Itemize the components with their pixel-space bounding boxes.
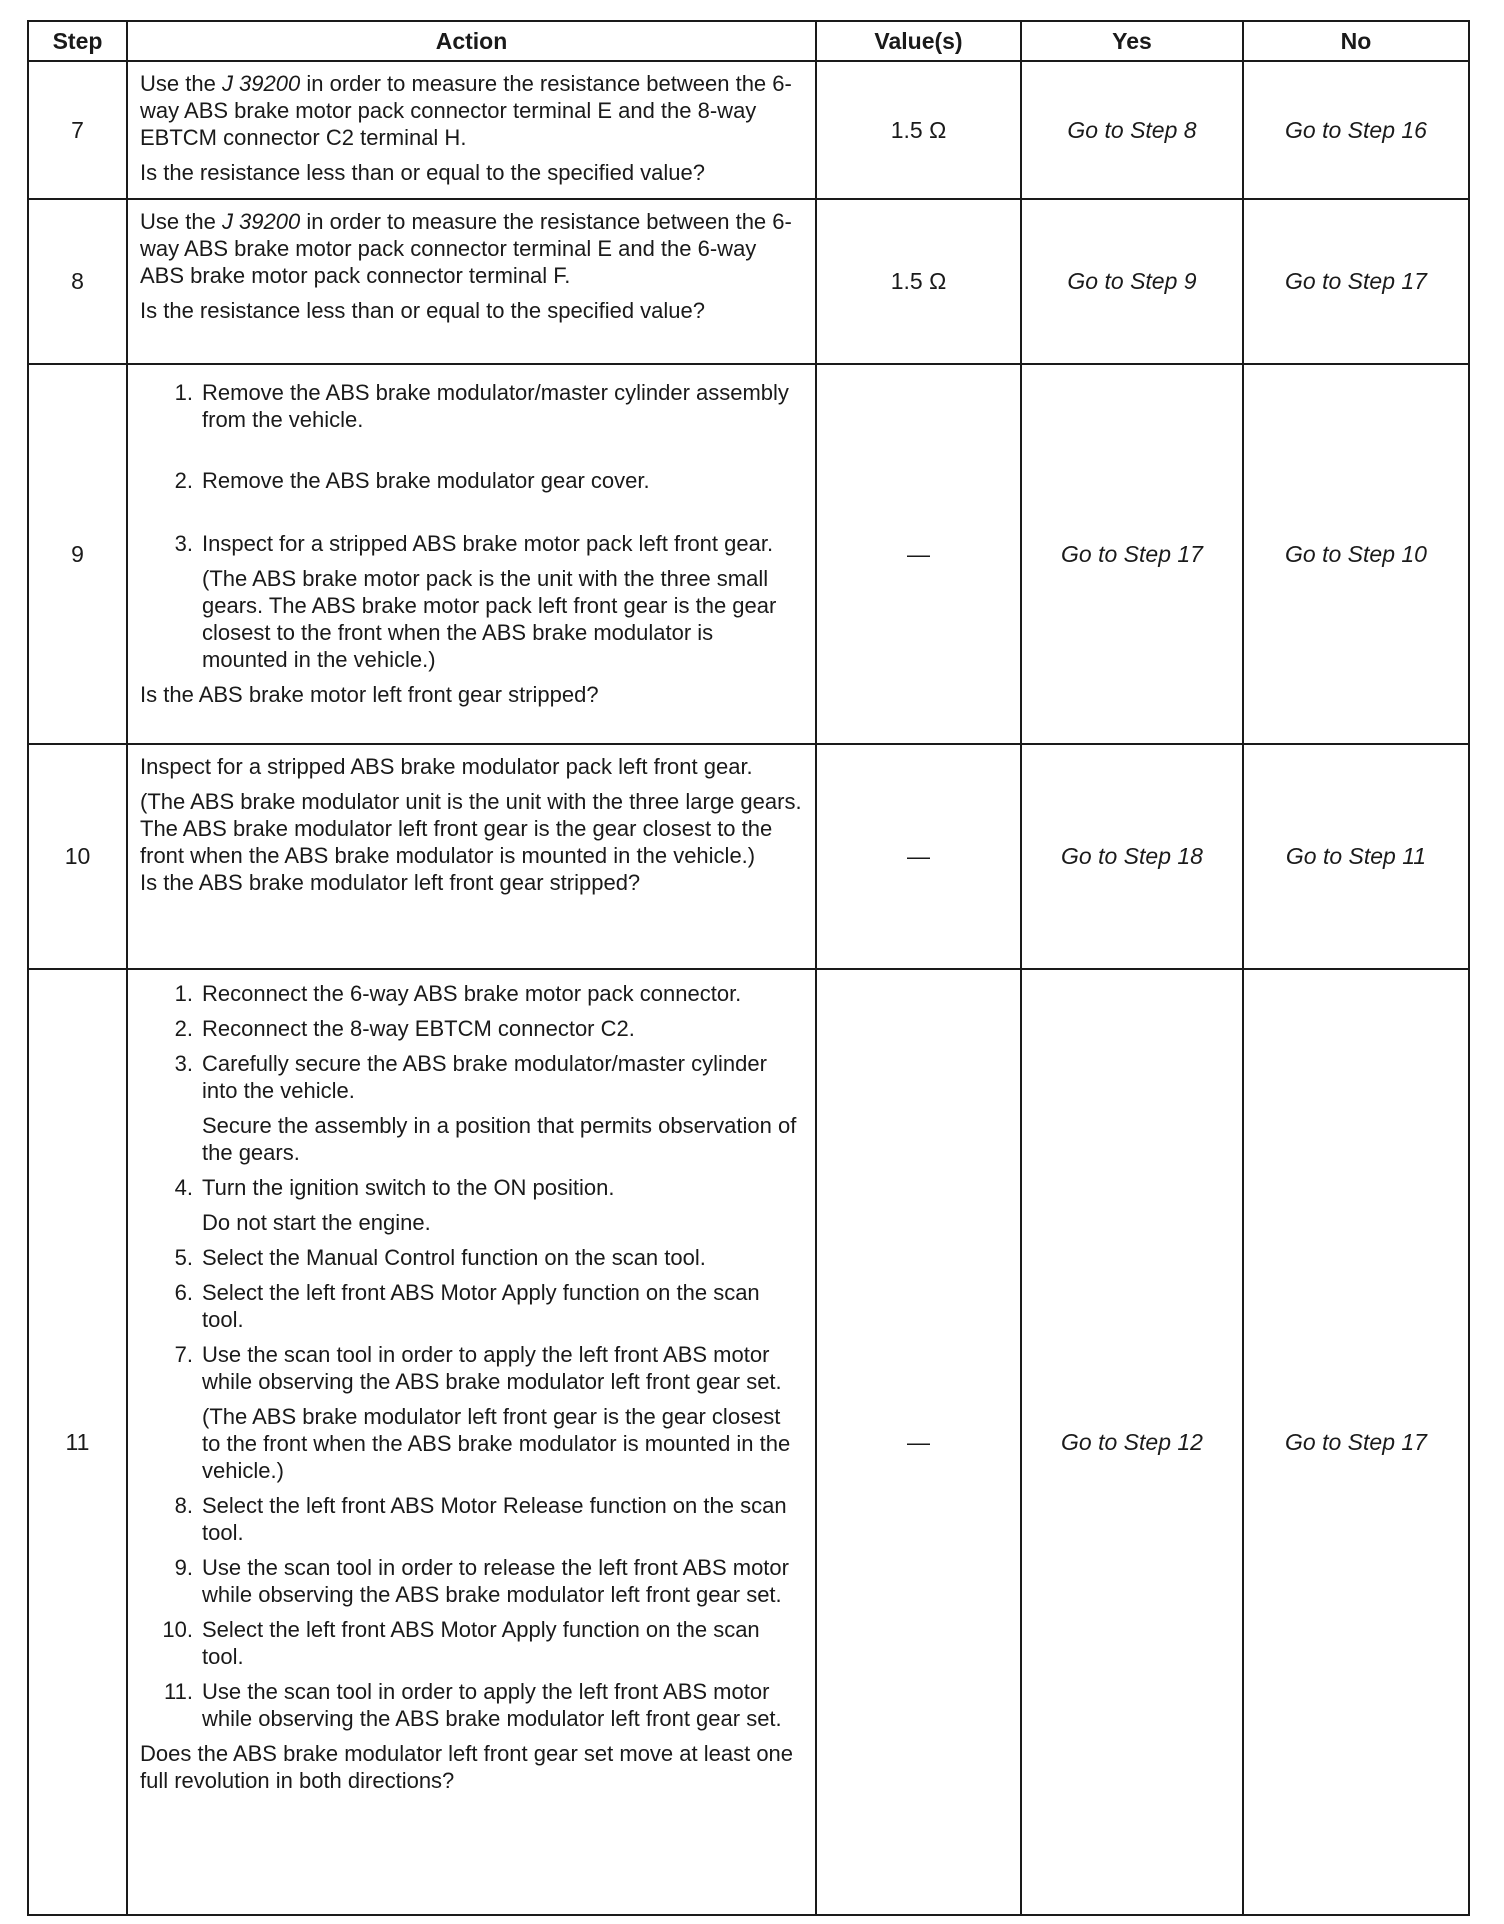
list-item — [140, 1050, 803, 1104]
item-number: 5. — [174, 1245, 193, 1270]
action-cell — [127, 744, 816, 969]
header-no: No — [1243, 21, 1469, 61]
item-number: 10. — [162, 1617, 193, 1642]
action-question: Does the ABS brake modulator left front gear set move at least one full revolution in both directions? — [140, 1741, 794, 1793]
list-item — [140, 467, 803, 494]
item-text: Select the left front ABS Motor Release function on the scan tool. — [202, 1493, 787, 1545]
action-note: (The ABS brake modulator unit is the unit with the three large gears. The ABS brake modulator left front gear is the gear closest to the front when the ABS brake modulator is mounted in the vehicle.) — [140, 789, 802, 868]
header-yes: Yes — [1021, 21, 1243, 61]
list-item — [140, 1015, 803, 1042]
action-steps — [140, 1244, 803, 1395]
action-note: (The ABS brake motor pack is the unit with the three small gears. The ABS brake motor pack left front gear is the gear closest to the front when the ABS brake modulator is mounted in the vehicle.) — [202, 566, 777, 672]
item-number: 9. — [174, 1555, 193, 1580]
list-item — [140, 1279, 803, 1333]
action-question: Is the resistance less than or equal to the specified value? — [140, 160, 706, 185]
item-text: Reconnect the 6-way ABS brake motor pack connector. — [202, 981, 742, 1006]
action-text — [140, 208, 803, 289]
no-cell: Go to Step 10 — [1243, 364, 1469, 744]
list-item — [140, 530, 803, 557]
tool-name: J 39200 — [221, 71, 301, 96]
value-cell: 1.5 Ω — [816, 61, 1021, 199]
item-text: Use the scan tool in order to apply the left front ABS motor while observing the ABS brake modulator left front gear set. — [202, 1679, 782, 1731]
action-steps — [140, 1492, 803, 1732]
item-number: 1. — [174, 380, 193, 405]
action-steps — [140, 1174, 803, 1201]
item-text: Use the scan tool in order to apply the left front ABS motor while observing the ABS brake modulator left front gear set. — [202, 1342, 782, 1394]
step-number: 11 — [28, 969, 127, 1915]
table-row — [28, 744, 1469, 969]
item-text: Use the scan tool in order to release the left front ABS motor while observing the ABS brake modulator left front gear set. — [202, 1555, 789, 1607]
step-number: 10 — [28, 744, 127, 969]
item-text: Select the left front ABS Motor Apply function on the scan tool. — [202, 1280, 760, 1332]
yes-cell: Go to Step 9 — [1021, 199, 1243, 364]
item-number: 6. — [174, 1280, 193, 1305]
table-row — [28, 61, 1469, 199]
header-values: Value(s) — [816, 21, 1021, 61]
yes-cell: Go to Step 8 — [1021, 61, 1243, 199]
action-question: Is the ABS brake motor left front gear stripped? — [140, 682, 599, 707]
value-cell: — — [816, 969, 1021, 1915]
item-text: Carefully secure the ABS brake modulator/master cylinder into the vehicle. — [202, 1051, 767, 1103]
item-text: Inspect for a stripped ABS brake motor pack left front gear. — [202, 531, 774, 556]
action-text — [140, 70, 803, 151]
action-text-lead: Use the — [140, 209, 222, 234]
no-cell: Go to Step 17 — [1243, 199, 1469, 364]
value-cell: 1.5 Ω — [816, 199, 1021, 364]
list-item — [140, 1678, 803, 1732]
action-cell — [127, 969, 816, 1915]
action-question: Is the resistance less than or equal to the specified value? — [140, 298, 706, 323]
action-text-rest: in order to measure the resistance between the 6-way ABS brake motor pack connector terminal E and the 6-way ABS brake motor pack connector terminal F. — [140, 209, 792, 288]
table-row — [28, 364, 1469, 744]
item-number: 3. — [174, 1051, 193, 1076]
list-item — [140, 1174, 803, 1201]
diagnostic-steps-table — [27, 20, 1470, 1916]
item-number: 7. — [174, 1342, 193, 1367]
item-text: Reconnect the 8-way EBTCM connector C2. — [202, 1016, 635, 1041]
action-steps — [140, 980, 803, 1104]
action-text-lead: Use the — [140, 71, 222, 96]
table-row — [28, 199, 1469, 364]
action-cell — [127, 364, 816, 744]
action-text: Inspect for a stripped ABS brake modulator pack left front gear. — [140, 754, 753, 779]
item-text: Remove the ABS brake modulator/master cylinder assembly from the vehicle. — [202, 380, 789, 432]
action-text-rest: in order to measure the resistance between the 6-way ABS brake motor pack connector terminal E and the 8-way EBTCM connector C2 terminal H. — [140, 71, 792, 150]
header-row — [28, 21, 1469, 61]
yes-cell: Go to Step 12 — [1021, 969, 1243, 1915]
action-cell — [127, 61, 816, 199]
item-note: (The ABS brake modulator left front gear is the gear closest to the front when the ABS brake modulator is mounted in the vehicle.) — [202, 1404, 791, 1483]
value-cell: — — [816, 364, 1021, 744]
action-question: Is the ABS brake modulator left front gear stripped? — [140, 870, 641, 895]
step-number: 8 — [28, 199, 127, 364]
yes-cell: Go to Step 17 — [1021, 364, 1243, 744]
item-number: 3. — [174, 531, 193, 556]
item-number: 2. — [174, 1016, 193, 1041]
item-text: Select the Manual Control function on the scan tool. — [202, 1245, 706, 1270]
item-note: Secure the assembly in a position that permits observation of the gears. — [202, 1113, 797, 1165]
action-cell — [127, 199, 816, 364]
item-text: Select the left front ABS Motor Apply function on the scan tool. — [202, 1617, 760, 1669]
yes-cell: Go to Step 18 — [1021, 744, 1243, 969]
list-item — [140, 980, 803, 1007]
item-number: 4. — [174, 1175, 193, 1200]
list-item — [140, 379, 803, 433]
item-number: 1. — [174, 981, 193, 1006]
item-number: 2. — [174, 468, 193, 493]
item-note: Do not start the engine. — [202, 1210, 431, 1235]
step-number: 7 — [28, 61, 127, 199]
table-row — [28, 969, 1469, 1915]
header-action: Action — [127, 21, 816, 61]
item-text: Remove the ABS brake modulator gear cover. — [202, 468, 650, 493]
header-step: Step — [28, 21, 127, 61]
item-number: 11. — [164, 1679, 193, 1704]
item-text: Turn the ignition switch to the ON position. — [202, 1175, 615, 1200]
list-item — [140, 1341, 803, 1395]
value-cell: — — [816, 744, 1021, 969]
no-cell: Go to Step 16 — [1243, 61, 1469, 199]
list-item — [140, 1554, 803, 1608]
list-item — [140, 1616, 803, 1670]
no-cell: Go to Step 11 — [1243, 744, 1469, 969]
item-number: 8. — [174, 1493, 193, 1518]
list-item — [140, 1244, 803, 1271]
tool-name: J 39200 — [221, 209, 301, 234]
list-item — [140, 1492, 803, 1546]
action-steps — [140, 379, 803, 557]
step-number: 9 — [28, 364, 127, 744]
no-cell: Go to Step 17 — [1243, 969, 1469, 1915]
